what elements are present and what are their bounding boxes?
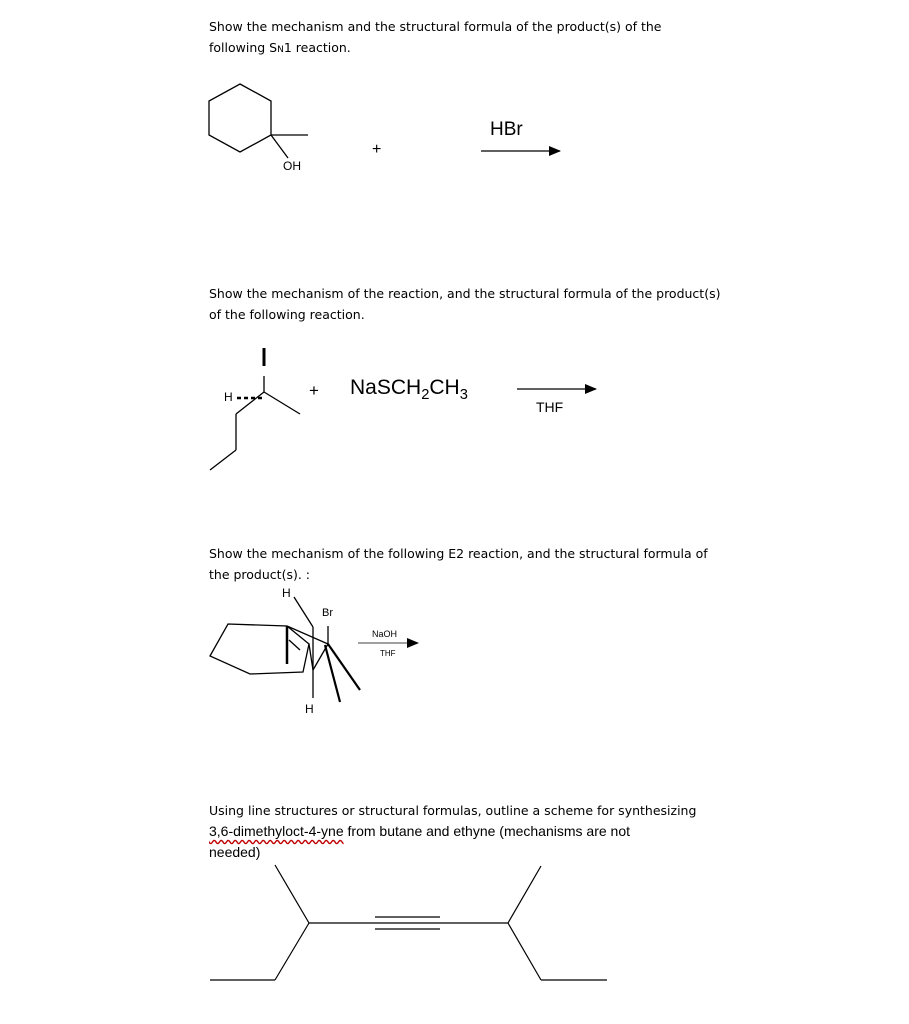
q3-h-top-label: H bbox=[282, 586, 291, 600]
q3-text bbox=[209, 543, 708, 585]
q3-reagent-naoh: NaOH bbox=[372, 629, 398, 639]
q4-text bbox=[209, 821, 630, 863]
q2-alkyl-iodide-structure bbox=[210, 348, 300, 470]
q3-line1: Show the mechanism of the following E2 reaction, and the structural formula of bbox=[209, 546, 708, 561]
q3-h-bottom-label: H bbox=[305, 702, 314, 716]
q3-bicyclic-structure bbox=[210, 597, 360, 702]
q2-plus-sign: + bbox=[309, 381, 319, 400]
q2-text bbox=[209, 283, 720, 325]
q4-target-name: 3,6-dimethyloct-4-yne bbox=[209, 823, 344, 839]
q2-line2: of the following reaction. bbox=[209, 307, 365, 322]
q3-solvent-thf: THF bbox=[380, 649, 396, 658]
q1-line1: Show the mechanism and the structural formula of the product(s) of the bbox=[209, 19, 662, 34]
q1-oh-label: OH bbox=[283, 159, 301, 173]
q1-reagent-hbr: HBr bbox=[490, 119, 523, 140]
q4-line3: needed) bbox=[209, 844, 261, 860]
q4-line2: 3,6-dimethyloct-4-yne from butane and ethyne (mechanisms are not bbox=[209, 823, 631, 839]
q2-solvent-thf: THF bbox=[536, 399, 564, 415]
q2-line1: Show the mechanism of the reaction, and the structural formula of the product(s) bbox=[209, 286, 721, 301]
q4-line1: Using line structures or structural formulas, outline a scheme for synthesizing bbox=[209, 803, 697, 818]
q1-cyclohexanol-structure bbox=[209, 84, 308, 158]
q4-target-structure bbox=[210, 865, 607, 980]
q3-br-label: Br bbox=[322, 607, 333, 619]
q1-plus-sign: + bbox=[372, 141, 382, 158]
q2-h-label: H bbox=[224, 390, 233, 404]
q1-line2: following SN1 reaction. bbox=[209, 40, 351, 55]
q3-line2: the product(s). : bbox=[209, 567, 310, 582]
q2-reagent-nasch2ch3: $NaSCH_2CH_3$ bbox=[350, 376, 468, 404]
